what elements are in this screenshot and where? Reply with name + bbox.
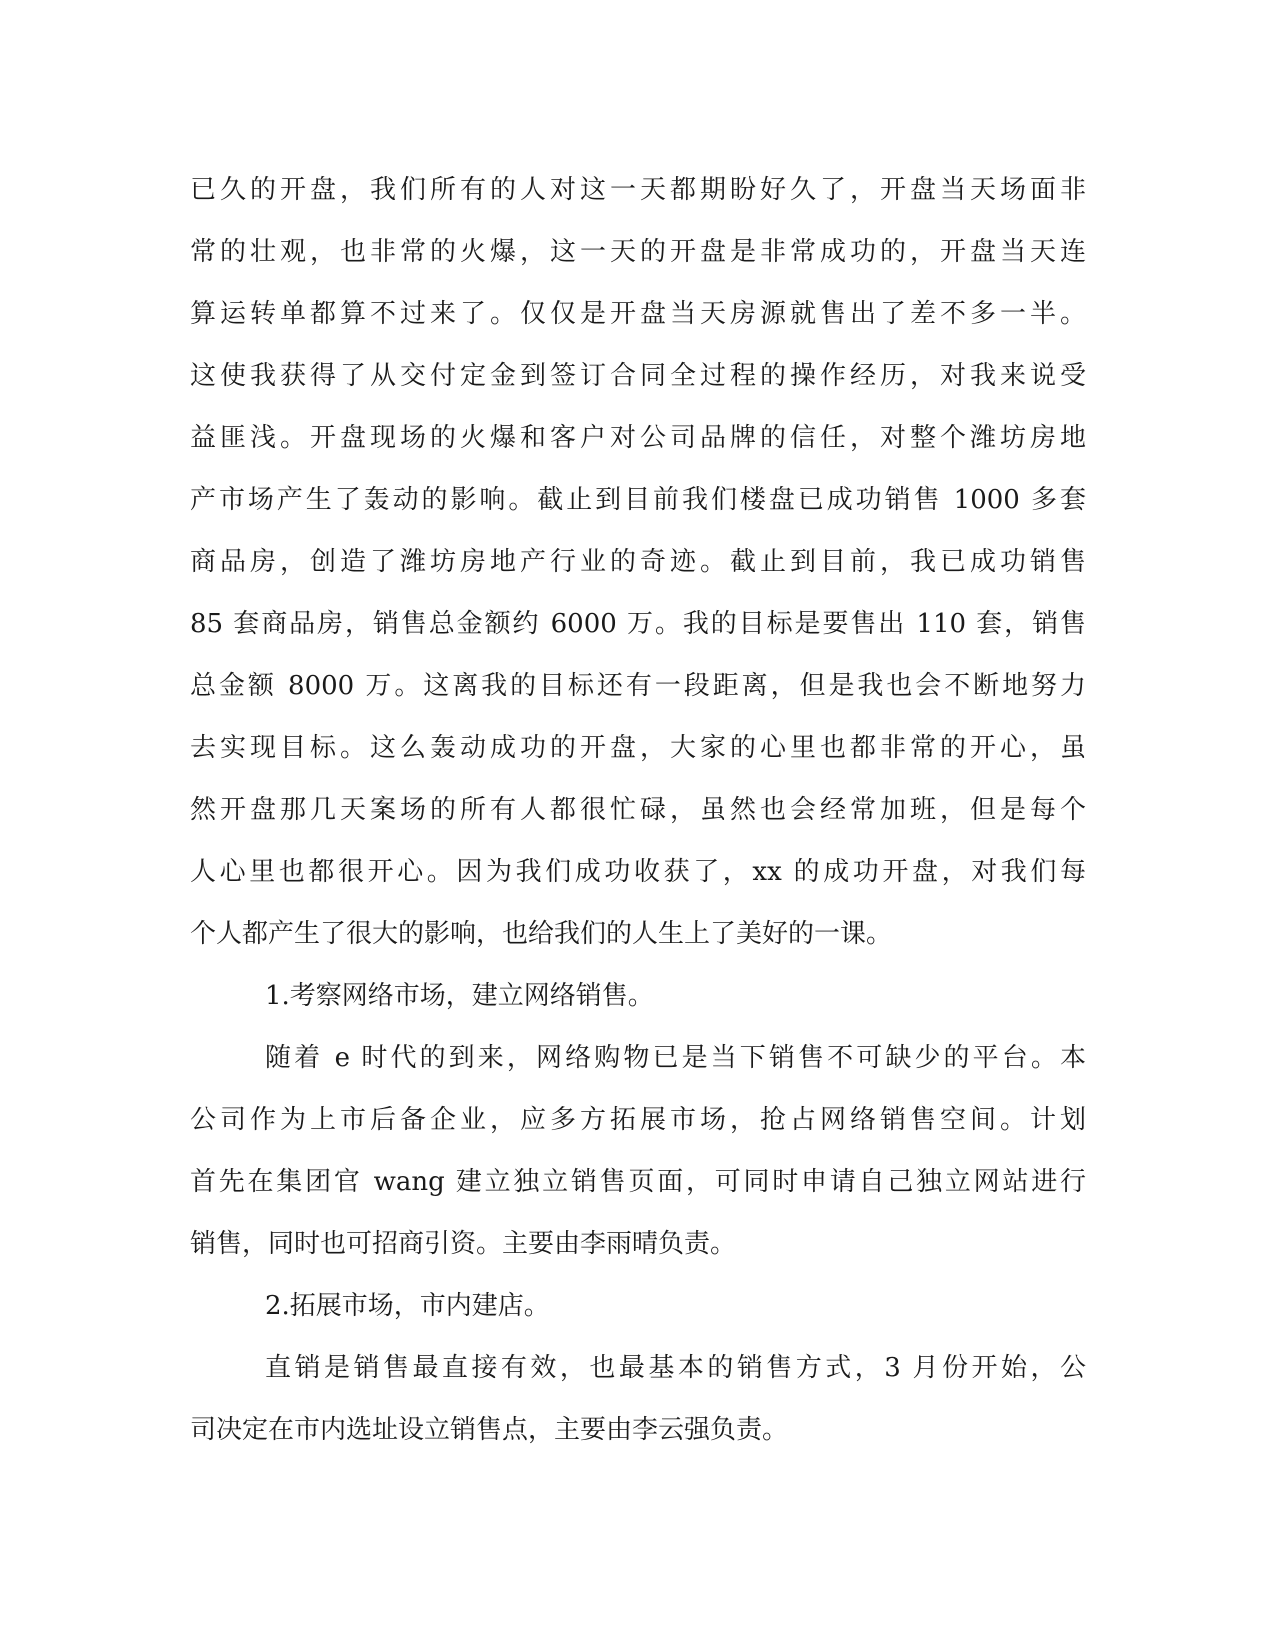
text-line: 常的壮观，也非常的火爆，这一天的开盘是非常成功的，开盘当天连 — [190, 237, 1086, 267]
text-line: 总金额 8000 万。这离我的目标还有一段距离，但是我也会不断地努力 — [190, 671, 1086, 701]
text-line: 销售，同时也可招商引资。主要由李雨晴负责。 — [190, 1229, 737, 1259]
text-line: 随着 e 时代的到来，网络购物已是当下销售不可缺少的平台。本 — [265, 1043, 1086, 1073]
text-line: 人心里也都很开心。因为我们成功收获了，xx 的成功开盘，对我们每 — [190, 857, 1086, 887]
text-line: 商品房，创造了潍坊房地产行业的奇迹。截止到目前，我已成功销售 — [190, 547, 1086, 577]
text-line: 直销是销售最直接有效，也最基本的销售方式，3 月份开始，公 — [265, 1353, 1086, 1383]
text-line: 公司作为上市后备企业，应多方拓展市场，抢占网络销售空间。计划 — [190, 1105, 1086, 1135]
text-line: 首先在集团官 wang 建立独立销售页面，可同时申请自己独立网站进行 — [190, 1167, 1086, 1197]
text-line: 益匪浅。开盘现场的火爆和客户对公司品牌的信任，对整个潍坊房地 — [190, 423, 1086, 453]
text-line: 司决定在市内选址设立销售点，主要由李云强负责。 — [190, 1415, 789, 1445]
text-line: 产市场产生了轰动的影响。截止到目前我们楼盘已成功销售 1000 多套 — [190, 485, 1086, 515]
text-line: 个人都产生了很大的影响，也给我们的人生上了美好的一课。 — [190, 919, 893, 949]
document-body — [190, 159, 1086, 1461]
section-heading: 1.考察网络市场，建立网络销售。 — [265, 981, 654, 1011]
text-line: 已久的开盘，我们所有的人对这一天都期盼好久了，开盘当天场面非 — [190, 175, 1086, 205]
text-line: 算运转单都算不过来了。仅仅是开盘当天房源就售出了差不多一半。 — [190, 299, 1086, 329]
text-line: 去实现目标。这么轰动成功的开盘，大家的心里也都非常的开心，虽 — [190, 733, 1086, 763]
text-line: 85 套商品房，销售总金额约 6000 万。我的目标是要售出 110 套，销售 — [190, 609, 1086, 639]
text-line: 这使我获得了从交付定金到签订合同全过程的操作经历，对我来说受 — [190, 361, 1086, 391]
text-line: 然开盘那几天案场的所有人都很忙碌，虽然也会经常加班，但是每个 — [190, 795, 1086, 825]
section-heading: 2.拓展市场，市内建店。 — [265, 1291, 550, 1321]
